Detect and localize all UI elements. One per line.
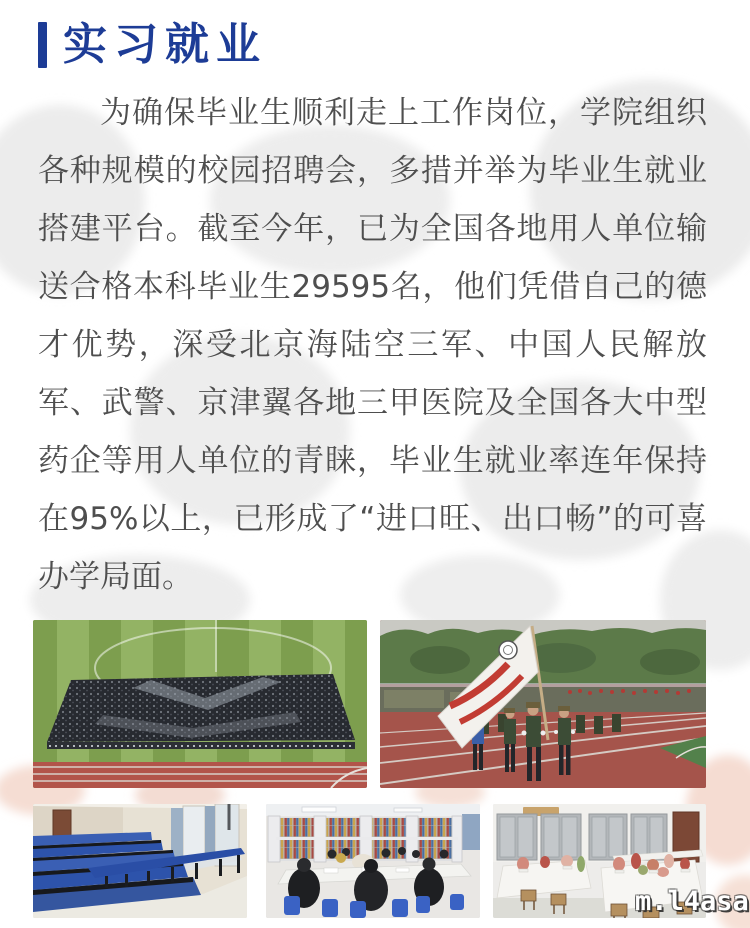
field-formation-illustration [33,620,367,788]
title-accent-bar [38,22,47,68]
library-illustration [266,804,480,918]
photo-flag-parade [380,620,706,788]
article-paragraph: 为确保毕业生顺利走上工作岗位，学院组织各种规模的校园招聘会，多措并举为毕业生就业搭建平台。截至今年，已为全国各地用人单位输送合格本科毕业生29595名，他们凭借自己的德才优势，深受北京海陆空三军、中国人民解放军、武警、京津翼各地三甲医院及全国各大中型药企等用人单位的青睐，毕业生就业率连年保持在95%以上，已形成了“进口旺、出口畅”的可喜办学局面。 [38,95,707,595]
watermark: m.l4asa [635,886,749,917]
page-title: 实习就业 [63,19,267,70]
flag-parade-illustration [380,620,706,788]
photo-lecture-hall [33,804,247,918]
photo-field-formation [33,620,367,788]
lecture-hall-illustration [33,804,247,918]
page-header [38,20,267,70]
photo-library-study [266,804,480,918]
